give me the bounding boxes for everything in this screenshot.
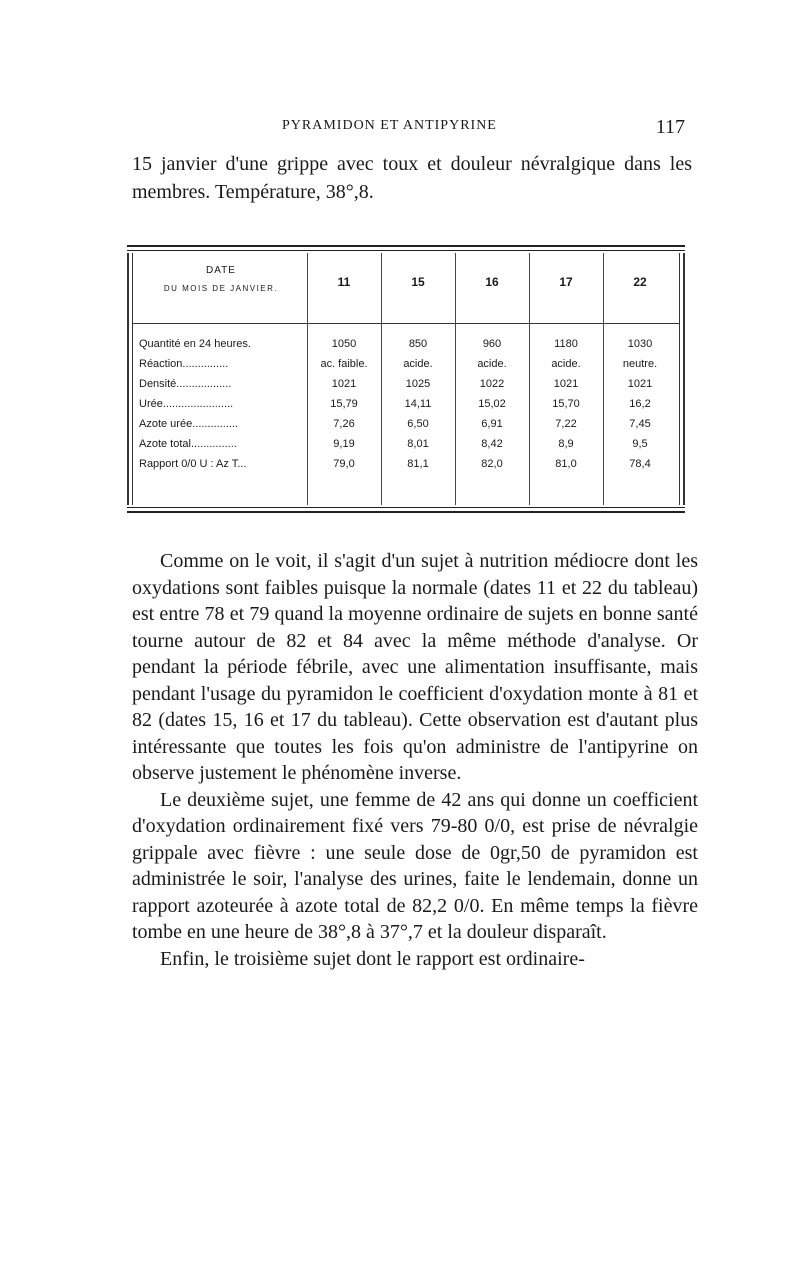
table-cell: 6,50 bbox=[407, 418, 429, 430]
table-cell: 1050 bbox=[331, 338, 357, 350]
table-cell: neutre. bbox=[622, 358, 658, 370]
row-label: Quantité en 24 heures. bbox=[139, 338, 251, 350]
table-cell: 1022 bbox=[479, 378, 505, 390]
table-cell: 1030 bbox=[627, 338, 653, 350]
header-label-line-2: DU MOIS DE JANVIER. bbox=[163, 284, 279, 293]
urine-analysis-table bbox=[127, 245, 685, 513]
table-cell: 79,0 bbox=[333, 458, 355, 470]
table-cell: 15,02 bbox=[478, 398, 506, 410]
table-cell: 1021 bbox=[627, 378, 653, 390]
table-cell: 15,79 bbox=[330, 398, 358, 410]
table-border bbox=[127, 245, 685, 247]
table-border bbox=[127, 253, 129, 505]
date-header: 15 bbox=[411, 275, 425, 289]
date-header: 17 bbox=[559, 275, 573, 289]
date-header: 22 bbox=[633, 275, 647, 289]
intro-text bbox=[132, 150, 692, 206]
table-cell: 1021 bbox=[553, 378, 579, 390]
date-header: 16 bbox=[485, 275, 499, 289]
row-label: Azote urée............... bbox=[139, 418, 239, 430]
table-cell: 14,11 bbox=[404, 398, 432, 410]
row-label: Azote total............... bbox=[139, 438, 237, 450]
table-cell: 8,9 bbox=[558, 438, 574, 450]
paragraph: Comme on le voit, il s'agit d'un sujet à nutrition médiocre dont les oxydations sont faibles puisque la normale (dates 11 et 22 du tableau) est entre 78 et 79 quand la moyenne ordinaire de sujets en bonne santé tourne autour de 82 et 84 avec la même méthode d'analyse. Or pendant la période fébrile, avec une alimentation insuffisante, mais pendant l'usage du pyramidon le coefficient d'oxydation monte à 81 et 82 (dates 15, 16 et 17 du tableau). Cette observation est d'autant plus intéressante que toutes les fois qu'on administre de l'antipyrine on observe justement le phénomène inverse. bbox=[132, 550, 698, 784]
table-header-divider bbox=[132, 323, 680, 324]
table-cell: 82,0 bbox=[481, 458, 503, 470]
table-cell: 6,91 bbox=[481, 418, 503, 430]
table-cell: acide. bbox=[551, 358, 581, 370]
page-header bbox=[132, 116, 685, 142]
table-cell: 1025 bbox=[405, 378, 431, 390]
table-cell: ac. faible. bbox=[320, 358, 368, 370]
table-cell: 78,4 bbox=[629, 458, 651, 470]
paragraph: Le deuxième sujet, une femme de 42 ans qui donne un coefficient d'oxydation ordinairement fixé vers 79-80 0/0, est prise de névralgie grippale avec fièvre : une seule dose de 0gr,50 de pyramidon est administrée le soir, l'analyse des urines, faite le lendemain, donne un rapport azoteurée à azote total de 82,2 0/0. En même temps la fièvre tombe en une heure de 38°,8 à 37°,7 et la douleur disparaît. bbox=[132, 788, 698, 943]
row-label: Réaction............... bbox=[139, 358, 229, 370]
header-label-line-1: DATE bbox=[206, 265, 236, 276]
table-cell: 1180 bbox=[554, 338, 578, 350]
table-cell: 8,42 bbox=[481, 438, 503, 450]
table-cell: 9,5 bbox=[632, 438, 648, 450]
table-header-label bbox=[141, 265, 301, 293]
table-cell: 7,26 bbox=[333, 418, 355, 430]
page-number: 117 bbox=[655, 116, 685, 138]
table-border bbox=[679, 253, 680, 505]
table-border bbox=[132, 253, 133, 505]
table-cell: 7,22 bbox=[555, 418, 577, 430]
table-cell: acide. bbox=[477, 358, 507, 370]
row-label: Rapport 0/0 U : Az T... bbox=[139, 458, 247, 470]
running-title: PYRAMIDON ET ANTIPYRINE bbox=[282, 118, 497, 133]
table-border bbox=[127, 511, 685, 513]
table-cell: 16,2 bbox=[629, 398, 651, 410]
table-cell: 15,70 bbox=[552, 398, 580, 410]
table-cell: 81,1 bbox=[407, 458, 429, 470]
table-border bbox=[127, 250, 685, 251]
intro-paragraph: 15 janvier d'une grippe avec toux et douleur névralgique dans les membres. Température, 38°,8. bbox=[132, 153, 692, 203]
table-cell: 960 bbox=[482, 338, 502, 350]
table-border bbox=[127, 507, 685, 508]
table-cell: 850 bbox=[408, 338, 428, 350]
body-text bbox=[132, 548, 698, 972]
row-label: Densité.................. bbox=[139, 378, 232, 390]
table-border bbox=[683, 253, 685, 505]
date-header: 11 bbox=[337, 275, 351, 289]
paragraph: Enfin, le troisième sujet dont le rapport est ordinaire- bbox=[160, 947, 585, 970]
table-cell: 81,0 bbox=[555, 458, 577, 470]
table-cell: 7,45 bbox=[629, 418, 651, 430]
table-cell: 9,19 bbox=[333, 438, 355, 450]
table-cell: acide. bbox=[403, 358, 433, 370]
table-cell: 1021 bbox=[331, 378, 357, 390]
row-label: Urée....................... bbox=[139, 398, 234, 410]
table-cell: 8,01 bbox=[407, 438, 429, 450]
